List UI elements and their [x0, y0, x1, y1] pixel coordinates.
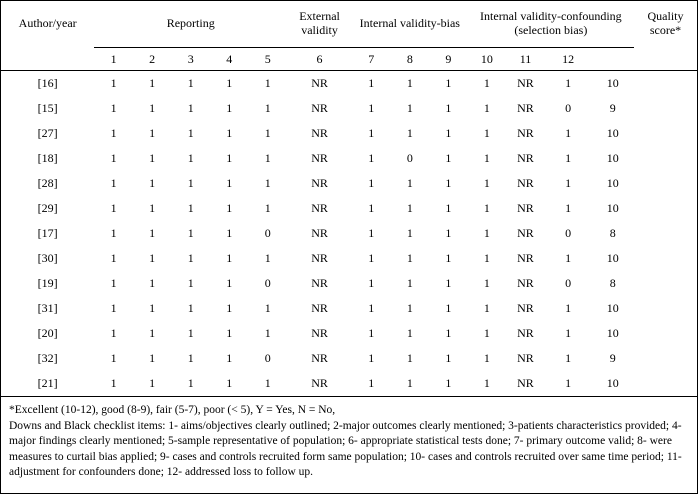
cell-item-12: 1 [565, 301, 572, 315]
item-number-8: 8 [406, 51, 413, 66]
cell-item-3: 1 [187, 301, 194, 315]
cell-item-8: 1 [406, 226, 413, 240]
cell-item-2: 1 [149, 226, 156, 240]
cell-author: [19] [37, 276, 58, 290]
cell-item-5: 0 [264, 276, 271, 290]
cell-item-3: 1 [187, 176, 194, 190]
item-number-3: 3 [187, 51, 194, 66]
cell-item-7: 1 [368, 351, 375, 365]
cell-item-11: NR [517, 176, 534, 190]
cell-item-7: 1 [368, 76, 375, 90]
table-row [1, 121, 697, 146]
cell-author: [30] [37, 251, 58, 265]
cell-item-11: NR [517, 76, 534, 90]
cell-item-5: 1 [264, 101, 271, 115]
cell-item-8: 1 [406, 301, 413, 315]
table-row [1, 296, 697, 321]
cell-item-11: NR [517, 201, 534, 215]
cell-quality-score: 8 [609, 226, 616, 240]
cell-item-2: 1 [149, 276, 156, 290]
cell-item-11: NR [517, 251, 534, 265]
cell-item-1: 1 [110, 176, 117, 190]
cell-author: [28] [37, 176, 58, 190]
cell-item-10: 1 [483, 201, 490, 215]
cell-item-11: NR [517, 351, 534, 365]
cell-item-8: 1 [406, 326, 413, 340]
cell-item-2: 1 [149, 151, 156, 165]
cell-author: [15] [37, 101, 58, 115]
cell-item-8: 1 [406, 126, 413, 140]
cell-item-2: 1 [149, 301, 156, 315]
cell-item-12: 1 [565, 126, 572, 140]
cell-item-11: NR [517, 226, 534, 240]
cell-item-1: 1 [110, 101, 117, 115]
cell-item-6: NR [311, 276, 328, 290]
cell-item-3: 1 [187, 276, 194, 290]
cell-item-5: 1 [264, 201, 271, 215]
cell-item-12: 1 [565, 376, 572, 390]
cell-item-4: 1 [226, 101, 233, 115]
cell-item-4: 1 [226, 226, 233, 240]
cell-item-6: NR [311, 376, 328, 390]
cell-author: [16] [37, 76, 58, 90]
table-row [1, 196, 697, 221]
cell-item-7: 1 [368, 326, 375, 340]
item-number-7: 7 [368, 51, 375, 66]
cell-item-9: 1 [445, 276, 452, 290]
cell-item-5: 1 [264, 76, 271, 90]
cell-item-7: 1 [368, 151, 375, 165]
cell-item-9: 1 [445, 101, 452, 115]
cell-item-9: 1 [445, 151, 452, 165]
cell-item-6: NR [311, 76, 328, 90]
cell-item-5: 0 [264, 226, 271, 240]
cell-item-7: 1 [368, 126, 375, 140]
cell-quality-score: 8 [609, 276, 616, 290]
cell-item-4: 1 [226, 176, 233, 190]
cell-item-12: 1 [565, 351, 572, 365]
cell-item-2: 1 [149, 201, 156, 215]
cell-item-3: 1 [187, 101, 194, 115]
cell-author: [21] [37, 376, 58, 390]
cell-item-5: 1 [264, 176, 271, 190]
cell-item-4: 1 [226, 76, 233, 90]
cell-item-1: 1 [110, 301, 117, 315]
cell-item-6: NR [311, 151, 328, 165]
cell-item-3: 1 [187, 226, 194, 240]
header-internal-validity-bias: Internal validity-bias [352, 1, 468, 48]
cell-author: [29] [37, 201, 58, 215]
cell-item-11: NR [517, 126, 534, 140]
cell-item-6: NR [311, 101, 328, 115]
table-row [1, 321, 697, 346]
cell-author: [32] [37, 351, 58, 365]
cell-item-7: 1 [368, 201, 375, 215]
cell-item-11: NR [517, 301, 534, 315]
table-row [1, 271, 697, 296]
cell-item-7: 1 [368, 101, 375, 115]
cell-item-5: 1 [264, 301, 271, 315]
cell-item-3: 1 [187, 201, 194, 215]
cell-item-4: 1 [226, 276, 233, 290]
cell-item-9: 1 [445, 201, 452, 215]
cell-item-9: 1 [445, 176, 452, 190]
header-reporting: Reporting [94, 1, 287, 48]
cell-item-2: 1 [149, 326, 156, 340]
table-row [1, 96, 697, 121]
cell-item-2: 1 [149, 126, 156, 140]
cell-item-3: 1 [187, 126, 194, 140]
cell-item-12: 1 [565, 326, 572, 340]
table-row [1, 171, 697, 196]
item-number-2: 2 [149, 51, 156, 66]
item-number-spacer [1, 48, 94, 71]
cell-quality-score: 10 [606, 151, 619, 165]
cell-quality-score: 9 [609, 351, 616, 365]
table-row [1, 246, 697, 271]
cell-item-8: 1 [406, 201, 413, 215]
table-item-number-row [1, 48, 697, 71]
cell-item-11: NR [517, 326, 534, 340]
cell-item-1: 1 [110, 201, 117, 215]
cell-item-12: 1 [565, 176, 572, 190]
cell-item-11: NR [517, 276, 534, 290]
cell-item-12: 1 [565, 201, 572, 215]
footnote-checklist-items: Downs and Black checklist items: 1- aims/objectives clearly outlined; 2-major outcomes clearly mentioned; 3-patients characteristics provided; 4-major findings clearly mentioned; 5-sample representative of population; 6- appropriate statistical tests done; 7- primary outcome valid; 8- were measures to curtail bias applied; 9- cases and controls recruited form same population; 10- cases and controls recruited over same time period; 11- adjustment for confounders done; 12- addressed loss to follow up. [9, 419, 682, 479]
cell-item-4: 1 [226, 126, 233, 140]
cell-item-12: 1 [565, 76, 572, 90]
cell-item-10: 1 [483, 176, 490, 190]
cell-quality-score: 10 [606, 126, 619, 140]
cell-item-5: 0 [264, 351, 271, 365]
cell-item-10: 1 [483, 251, 490, 265]
cell-item-12: 0 [565, 226, 572, 240]
cell-item-5: 1 [264, 126, 271, 140]
cell-author: [31] [37, 301, 58, 315]
cell-item-1: 1 [110, 151, 117, 165]
cell-item-8: 0 [406, 151, 413, 165]
cell-item-8: 1 [406, 76, 413, 90]
cell-item-1: 1 [110, 276, 117, 290]
cell-item-10: 1 [483, 126, 490, 140]
cell-item-3: 1 [187, 76, 194, 90]
cell-item-10: 1 [483, 226, 490, 240]
cell-item-8: 1 [406, 101, 413, 115]
cell-item-4: 1 [226, 251, 233, 265]
item-number-11: 11 [519, 51, 532, 66]
item-number-score-spacer [591, 48, 634, 71]
table-row [1, 146, 697, 171]
item-number-5: 5 [264, 51, 271, 66]
cell-item-7: 1 [368, 376, 375, 390]
table-header-groups [1, 1, 697, 48]
cell-quality-score: 10 [606, 326, 619, 340]
cell-item-10: 1 [483, 151, 490, 165]
cell-item-2: 1 [149, 376, 156, 390]
table-row [1, 371, 697, 397]
table-row [1, 71, 697, 97]
cell-item-3: 1 [187, 326, 194, 340]
cell-item-1: 1 [110, 76, 117, 90]
cell-author: [27] [37, 126, 58, 140]
cell-item-1: 1 [110, 226, 117, 240]
cell-item-12: 1 [565, 151, 572, 165]
cell-item-7: 1 [368, 301, 375, 315]
cell-quality-score: 10 [606, 201, 619, 215]
item-number-6: 6 [316, 51, 323, 66]
cell-item-8: 1 [406, 251, 413, 265]
header-quality-score: Quality score* [647, 9, 684, 38]
cell-item-6: NR [311, 326, 328, 340]
cell-item-7: 1 [368, 276, 375, 290]
table-row [1, 346, 697, 371]
header-author-year: Author/year [18, 16, 77, 31]
cell-item-11: NR [517, 151, 534, 165]
cell-item-3: 1 [187, 251, 194, 265]
cell-item-1: 1 [110, 126, 117, 140]
footnote-score-legend: *Excellent (10-12), good (8-9), fair (5-7), poor (< 5), Y = Yes, N = No, [9, 404, 336, 416]
cell-item-9: 1 [445, 351, 452, 365]
cell-item-2: 1 [149, 176, 156, 190]
cell-item-10: 1 [483, 276, 490, 290]
cell-item-5: 1 [264, 151, 271, 165]
cell-author: [20] [37, 326, 58, 340]
cell-item-4: 1 [226, 301, 233, 315]
cell-item-12: 1 [565, 251, 572, 265]
cell-item-2: 1 [149, 101, 156, 115]
cell-item-11: NR [517, 101, 534, 115]
cell-item-5: 1 [264, 251, 271, 265]
cell-quality-score: 10 [606, 76, 619, 90]
item-number-1: 1 [110, 51, 117, 66]
cell-quality-score: 10 [606, 376, 619, 390]
cell-item-2: 1 [149, 251, 156, 265]
header-external-validity: External validity [287, 1, 352, 48]
cell-item-1: 1 [110, 251, 117, 265]
cell-item-9: 1 [445, 376, 452, 390]
cell-item-9: 1 [445, 226, 452, 240]
cell-item-4: 1 [226, 201, 233, 215]
cell-item-8: 1 [406, 276, 413, 290]
cell-item-4: 1 [226, 351, 233, 365]
cell-author: [17] [37, 226, 58, 240]
cell-item-3: 1 [187, 376, 194, 390]
cell-item-4: 1 [226, 376, 233, 390]
cell-item-2: 1 [149, 351, 156, 365]
cell-item-9: 1 [445, 251, 452, 265]
cell-item-2: 1 [149, 76, 156, 90]
cell-item-6: NR [311, 126, 328, 140]
cell-item-4: 1 [226, 151, 233, 165]
item-number-12: 12 [562, 51, 575, 66]
cell-item-12: 0 [565, 101, 572, 115]
item-number-4: 4 [226, 51, 233, 66]
cell-item-10: 1 [483, 101, 490, 115]
cell-item-6: NR [311, 201, 328, 215]
cell-item-6: NR [311, 351, 328, 365]
cell-item-12: 0 [565, 276, 572, 290]
cell-item-7: 1 [368, 176, 375, 190]
cell-author: [18] [37, 151, 58, 165]
cell-quality-score: 10 [606, 301, 619, 315]
cell-item-10: 1 [483, 351, 490, 365]
cell-item-6: NR [311, 176, 328, 190]
cell-item-8: 1 [406, 176, 413, 190]
cell-item-7: 1 [368, 226, 375, 240]
cell-item-3: 1 [187, 351, 194, 365]
cell-item-9: 1 [445, 126, 452, 140]
table-footnotes [1, 397, 697, 481]
cell-quality-score: 10 [606, 251, 619, 265]
cell-item-9: 1 [445, 76, 452, 90]
cell-item-10: 1 [483, 326, 490, 340]
cell-item-10: 1 [483, 376, 490, 390]
cell-item-10: 1 [483, 301, 490, 315]
cell-item-1: 1 [110, 351, 117, 365]
cell-item-8: 1 [406, 376, 413, 390]
cell-item-4: 1 [226, 326, 233, 340]
cell-quality-score: 10 [606, 176, 619, 190]
cell-item-3: 1 [187, 151, 194, 165]
cell-item-6: NR [311, 251, 328, 265]
cell-item-9: 1 [445, 301, 452, 315]
cell-item-6: NR [311, 226, 328, 240]
cell-item-10: 1 [483, 76, 490, 90]
cell-item-9: 1 [445, 326, 452, 340]
cell-item-1: 1 [110, 376, 117, 390]
header-internal-validity-confounding: Internal validity-confounding (selection bias) [468, 1, 634, 48]
cell-item-6: NR [311, 301, 328, 315]
quality-assessment-table [1, 1, 697, 397]
cell-item-1: 1 [110, 326, 117, 340]
cell-item-7: 1 [368, 251, 375, 265]
item-number-10: 10 [480, 51, 493, 66]
table-row [1, 221, 697, 246]
cell-item-5: 1 [264, 376, 271, 390]
item-number-9: 9 [445, 51, 452, 66]
cell-quality-score: 9 [609, 101, 616, 115]
cell-item-8: 1 [406, 351, 413, 365]
cell-item-11: NR [517, 376, 534, 390]
cell-item-5: 1 [264, 326, 271, 340]
